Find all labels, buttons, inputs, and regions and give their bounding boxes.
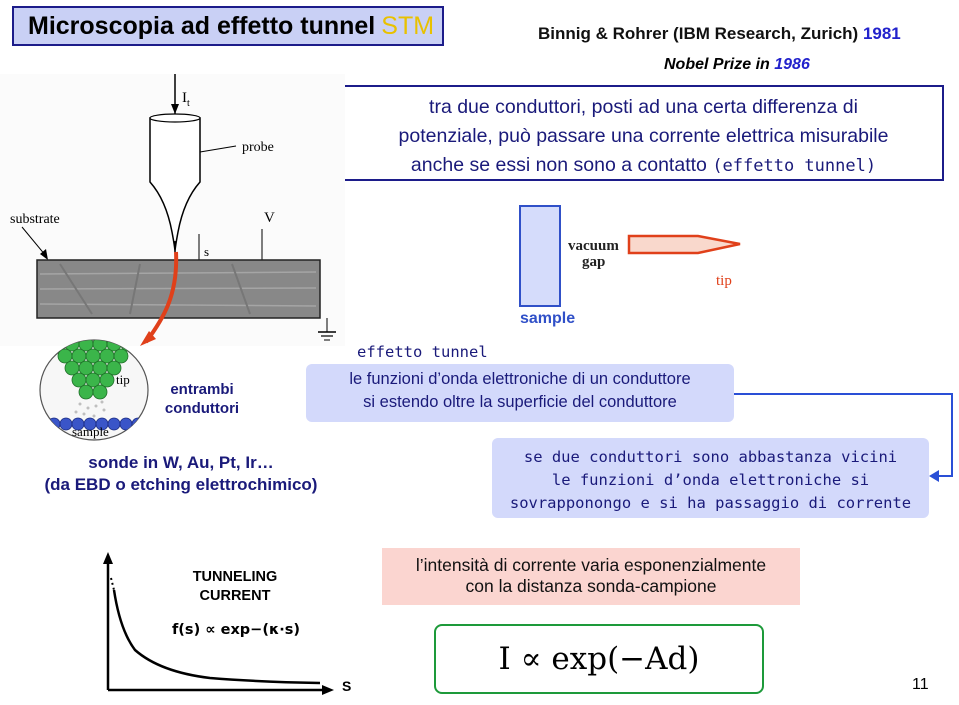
vacuum-label: vacuum: [568, 238, 619, 254]
atoms-tip-label: tip: [116, 372, 130, 387]
intro-line-3: [345, 151, 942, 181]
tunneling-title-line-2: CURRENT: [199, 588, 271, 604]
probes-text: [16, 452, 346, 496]
nobel-year: 1986: [774, 56, 810, 73]
definition-box: [306, 364, 734, 422]
current-symbol: I: [182, 90, 187, 106]
intensity-line-1: l’intensità di corrente varia esponenzialmente: [415, 555, 767, 575]
overlap-box: [492, 438, 929, 518]
overlap-line-2: le funzioni d’onda elettroniche si: [551, 471, 870, 489]
current-label: [182, 90, 190, 109]
probes-line-2: (da EBD o etching elettrochimico): [44, 475, 318, 494]
tunneling-current-title: [170, 568, 300, 606]
atoms-diagram: [36, 338, 152, 446]
gap-label: s: [204, 244, 210, 259]
stm-schematic: [0, 74, 345, 346]
substrate-label: substrate: [10, 212, 60, 227]
intensity-box: [382, 548, 800, 605]
slide-title: Microscopia ad effetto tunnel: [28, 11, 376, 40]
intro-box: [343, 85, 944, 181]
both-conductors-label: [152, 380, 252, 418]
probe-label: probe: [242, 140, 274, 155]
tunnel-effect-heading: effetto tunnel: [357, 343, 488, 361]
slide-title-accent: STM: [381, 11, 435, 40]
atoms-sample-label: sample: [72, 424, 109, 439]
formula-box: [434, 624, 764, 694]
overlap-line-3: sovrapponongo e si ha passaggio di corrente: [509, 494, 912, 512]
authors-year: 1981: [862, 24, 901, 43]
tip-label: tip: [716, 273, 732, 289]
tunneling-title-line-1: TUNNELING: [192, 569, 278, 585]
nobel-label: Nobel Prize in: [664, 56, 770, 73]
vacuum-gap-diagram: [518, 200, 778, 332]
vacuum-gap-label: [568, 238, 619, 270]
both-conductors-line-1: entrambi: [170, 381, 234, 398]
definition-line-2: si estendo oltre la superficie del conduttore: [363, 393, 677, 411]
intensity-line-2: con la distanza sonda-campione: [465, 576, 717, 596]
authors-line: [538, 24, 901, 44]
overlap-line-1: se due conduttori sono abbastanza vicini: [523, 448, 898, 466]
nobel-line: [664, 56, 810, 74]
gap-word-label: gap: [582, 254, 606, 270]
intro-line-1: tra due conduttori, posti ad una certa differenza di: [429, 96, 858, 118]
page-number: 11: [912, 676, 929, 693]
graph-formula: f(s) ∝ exp−(κ·s): [172, 622, 301, 638]
probes-line-1: sonde in W, Au, Pt, Ir…: [88, 453, 274, 472]
formula: I ∝ exp(−Ad): [498, 641, 700, 677]
stm-schematic-drawing: [0, 74, 345, 346]
intro-line-3b: (effetto tunnel): [712, 156, 877, 176]
intro-line-3a: anche se essi non sono a contatto: [410, 154, 707, 176]
authors-names: Binnig & Rohrer (IBM Research, Zurich): [538, 24, 859, 43]
current-subscript: t: [187, 98, 190, 109]
title-box: [12, 6, 444, 46]
definition-line-1: le funzioni d’onda elettroniche di un conduttore: [349, 370, 691, 388]
voltage-label: V: [264, 210, 275, 226]
sample-label: sample: [520, 310, 576, 327]
both-conductors-line-2: conduttori: [164, 400, 240, 417]
graph-axis-label: S: [342, 678, 352, 694]
intro-line-2: potenziale, può passare una corrente elettrica misurabile: [398, 125, 889, 147]
